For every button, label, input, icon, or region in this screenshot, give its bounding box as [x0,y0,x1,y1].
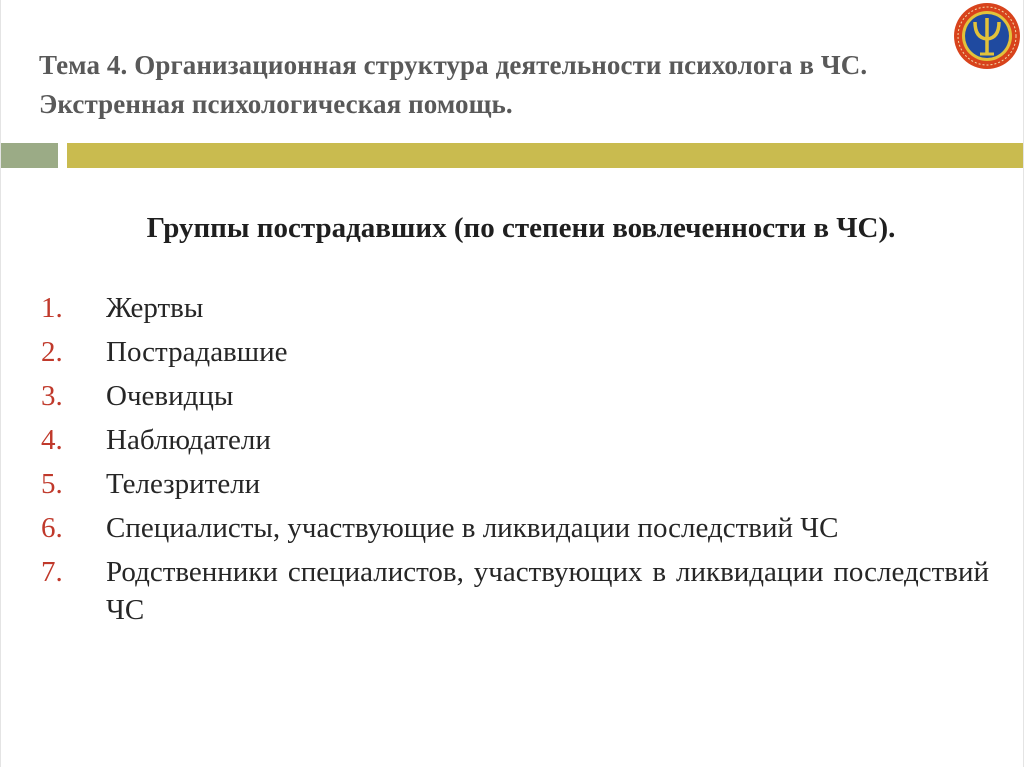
list-item-text: Жертвы [106,292,204,324]
list-item [41,553,989,629]
list-item [41,465,989,503]
list-item-text: Телезрители [106,468,261,500]
list-item-number: 5. [41,468,63,500]
list-item-number: 4. [41,424,63,456]
list-item [41,289,989,327]
list-item-number: 6. [41,512,63,544]
list-item-text: Наблюдатели [106,424,271,456]
slide-title: Тема 4. Организационная структура деятельности психолога в ЧС. Экстренная психологическая помощь. [39,50,868,119]
list-item [41,377,989,415]
psychology-psi-emblem-icon [953,2,1021,70]
header-divider-right [67,143,1023,168]
list-item-number: 2. [41,336,63,368]
list-item-number: 3. [41,380,63,412]
slide-header [1,0,1023,138]
header-divider-left [1,143,58,168]
list-item-number: 1. [41,292,63,324]
list-item-text: Специалисты, участвующие в ликвидации последствий ЧС [106,512,839,544]
list-item [41,421,989,459]
list-item-number: 7. [41,556,63,588]
victim-groups-list [41,289,989,635]
list-item-text: Родственники специалистов, участвующих в ликвидации последствий ЧС [106,556,989,626]
list-item-text: Пострадавшие [106,336,288,368]
section-subheading: Группы пострадавших (по степени вовлеченности в ЧС). [146,212,896,244]
list-item-text: Очевидцы [106,380,234,412]
list-item [41,509,989,547]
list-item [41,333,989,371]
